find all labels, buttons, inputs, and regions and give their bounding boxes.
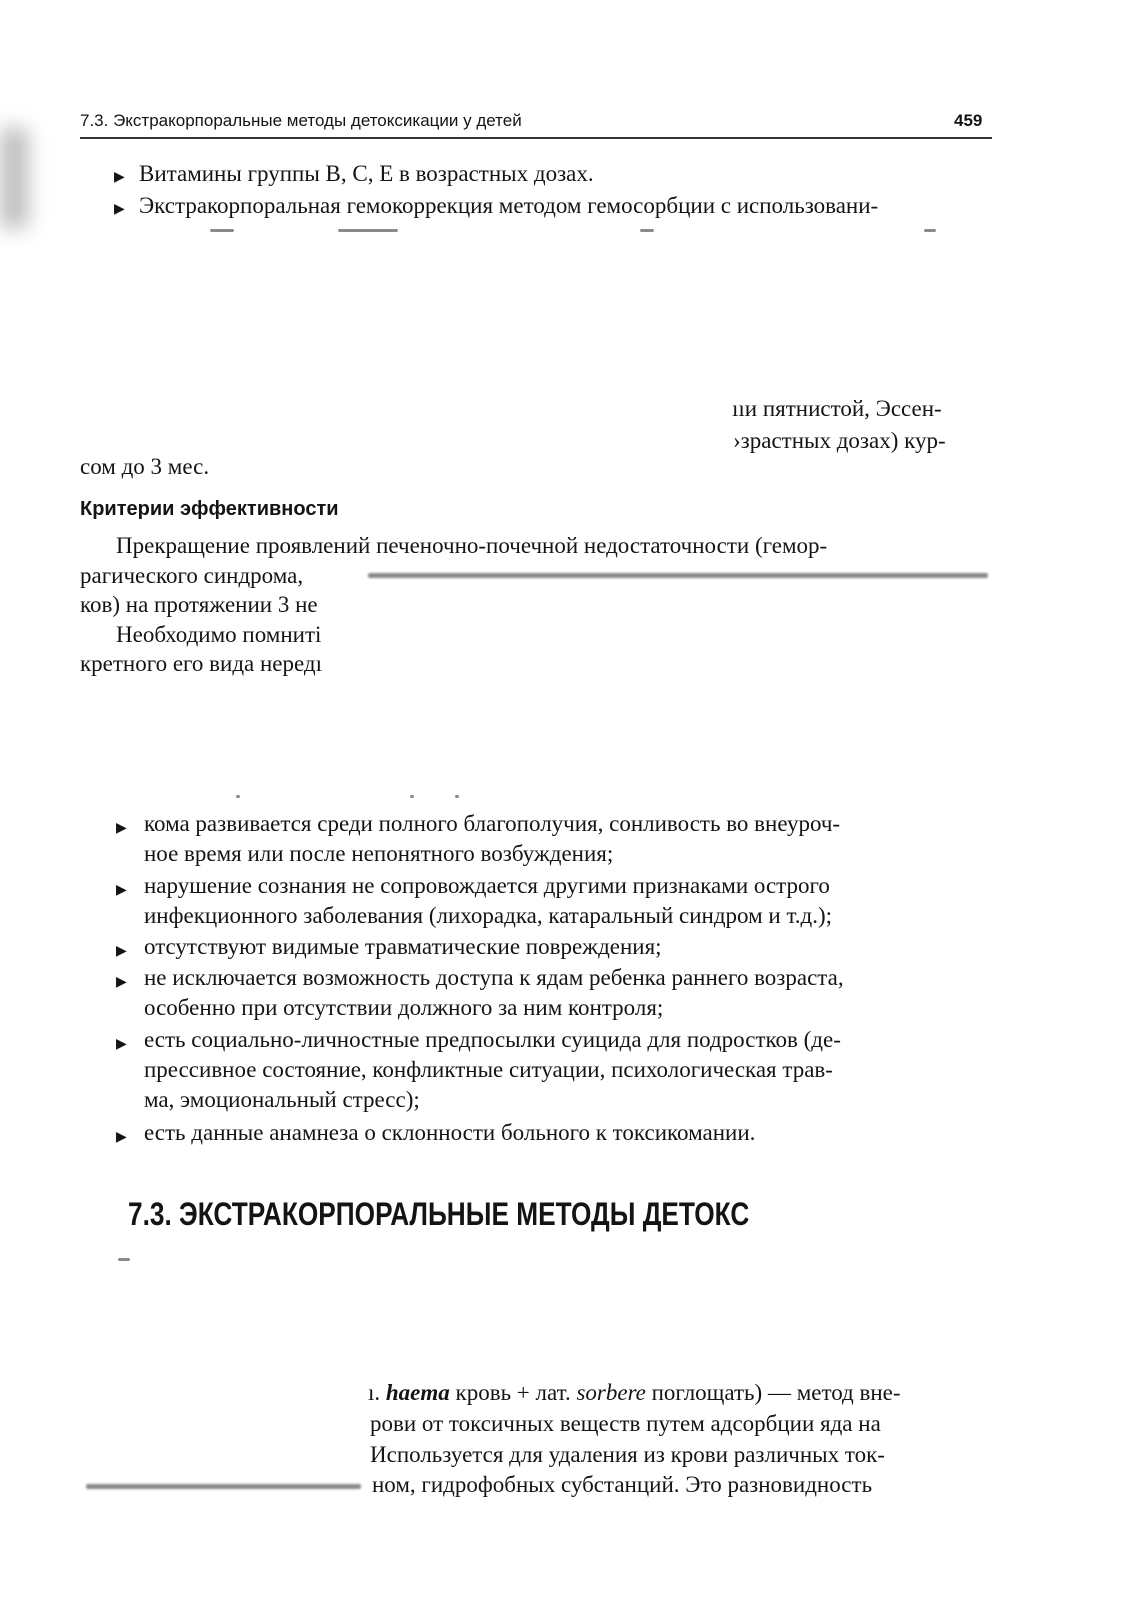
text-run: поглощать) — метод вне- [645,1380,901,1405]
cut-text-fragment [118,1258,130,1261]
section-heading: 7.3. ЭКСТРАКОРПОРАЛЬНЫЕ МЕТОДЫ ДЕТОКС [128,1196,750,1232]
criteria-paragraph-line: Прекращение проявлений печеночно-почечной недостаточности (гемор- [116,533,828,558]
text-run: кровь + лат. [449,1380,577,1405]
criteria-paragraph-line: рагического синдрома, [80,563,304,588]
sign-list-item: есть социально-личностные предпосылки суицида для подростков (де- [144,1027,841,1052]
cut-text-fragment [338,229,398,232]
triangle-bullet-icon: ▶ [116,1130,127,1145]
criteria-paragraph-line: кретного его вида нередı [80,651,323,676]
triangle-bullet-icon: ▶ [116,1037,127,1052]
header-rule [80,137,992,139]
text-fragment-line: ııи пятнистой, Эссен- [732,396,942,421]
triangle-bullet-icon: ▶ [116,944,127,959]
scan-shadow [0,128,28,228]
top-bullet-item: Экстракорпоральная гемокоррекция методом гемосорбции с использовани- [139,193,879,218]
sign-list-item: особенно при отсутствии должного за ним контроля; [144,995,664,1020]
section-paragraph-line [368,1380,901,1406]
smeared-text [368,573,988,578]
top-bullet-item: Витамины группы В, С, Е в возрастных дозах. [139,161,594,186]
latin-term: haema [385,1380,450,1405]
section-paragraph-line: рови от токсичных веществ путем адсорбции яда на [370,1411,881,1436]
smeared-text [86,1484,361,1489]
sign-list-item: отсутствуют видимые травматические повреждения; [144,934,662,959]
cut-text-fragment [210,229,234,232]
running-header-title: 7.3. Экстракорпоральные методы детоксикации у детей [80,111,522,130]
sign-list-item: кома развивается среди полного благополучия, сонливость во внеуроч- [144,811,841,836]
sign-list-item: ма, эмоциональный стресс); [144,1087,420,1112]
cut-text-fragment [924,229,936,232]
cut-text-fragment [236,795,240,798]
text-fragment-line: ›зрастных дозах) кур- [733,428,946,453]
sign-list-item: инфекционного заболевания (лихорадка, катаральный синдром и т.д.); [144,903,833,928]
sign-list-item: не исключается возможность доступа к ядам ребенка раннего возраста, [144,965,844,990]
triangle-bullet-icon: ▶ [114,202,125,217]
sign-list-item: прессивное состояние, конфликтные ситуации, психологическая трав- [144,1057,833,1082]
abbrev-fragment: ı. [368,1380,386,1405]
criteria-paragraph-line: Необходимо помниті [116,622,322,647]
text-fragment-line: сом до 3 мес. [80,454,210,479]
cut-text-fragment [640,229,654,232]
triangle-bullet-icon: ▶ [116,883,127,898]
triangle-bullet-icon: ▶ [114,170,125,185]
criteria-paragraph-line: ков) на протяжении 3 не [80,592,318,617]
triangle-bullet-icon: ▶ [116,975,127,990]
section-paragraph-line: Используется для удаления из крови различных ток- [370,1442,885,1467]
latin-term: sorbere [576,1380,646,1405]
criteria-heading: Критерии эффективности [80,498,339,520]
sign-list-item: ное время или после непонятного возбуждения; [144,841,614,866]
sign-list-item: есть данные анамнеза о склонности больного к токсикомании. [144,1120,756,1145]
cut-text-fragment [455,795,459,798]
page-number: 459 [954,111,983,130]
sign-list-item: нарушение сознания не сопровождается другими признаками острого [144,873,830,898]
triangle-bullet-icon: ▶ [116,821,127,836]
cut-text-fragment [410,795,414,798]
section-paragraph-line: ном, гидрофобных субстанций. Это разновидность [372,1472,873,1497]
